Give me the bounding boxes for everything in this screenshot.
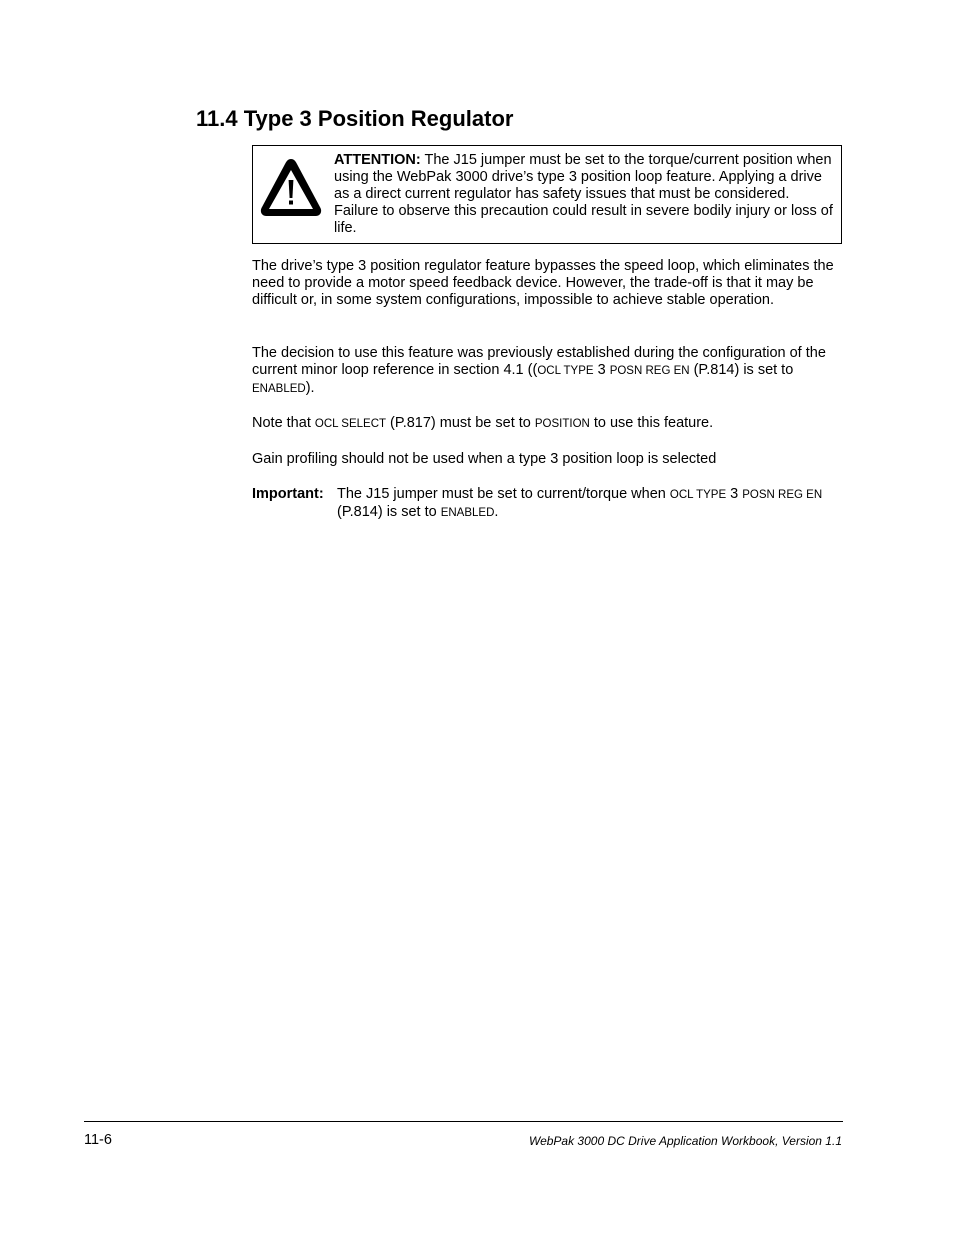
footer-document-title: WebPak 3000 DC Drive Application Workbook, Version 1.1 [528, 1134, 842, 1148]
paragraph-gain-profiling: Gain profiling should not be used when a type 3 position loop is selected [252, 451, 717, 467]
text-run: 3 [593, 362, 610, 378]
attention-label: ATTENTION: [334, 152, 421, 168]
parameter-name: OCL SELECT [314, 418, 387, 430]
parameter-value: ENABLED [252, 383, 306, 395]
parameter-value: POSITION [534, 418, 590, 430]
paragraph-configuration [252, 345, 844, 398]
text-run: The decision to use this feature was previously established during the configuration of the current minor loop reference in section 4.1 (( [252, 345, 826, 378]
text-run: ). [305, 380, 315, 396]
attention-box [252, 145, 842, 244]
paragraph-bypass-speed-loop: The drive’s type 3 position regulator feature bypasses the speed loop, which eliminates the need to provide a motor speed feedback device. However, the trade-off is that it may be difficult or, in some system configurations, impossible to achieve stable operation. [252, 258, 834, 308]
text-run: (P.814) is set to [689, 362, 794, 378]
text-run: The J15 jumper must be set to current/torque when [337, 486, 670, 502]
text-run: . [494, 504, 499, 520]
attention-message: The J15 jumper must be set to the torque/current position when using the WebPak 3000 drive’s type 3 position loop feature. Applying a drive as a direct current regulator has safety issues that must be considered. Failure to observe this precaution could result in severe bodily injury or loss of life. [334, 152, 833, 236]
parameter-value: ENABLED [440, 507, 495, 519]
parameter-name: POSN REG EN [742, 489, 823, 501]
text-run: (P.814) is set to [337, 504, 441, 520]
page-number: 11-6 [84, 1132, 112, 1148]
attention-text [334, 152, 834, 237]
important-label: Important: [252, 486, 324, 502]
text-run: 3 [726, 486, 743, 502]
parameter-name: POSN REG EN [609, 365, 690, 377]
text-run: to use this feature. [589, 415, 714, 431]
important-text [337, 486, 842, 522]
parameter-name: OCL TYPE [669, 489, 727, 501]
important-note [252, 486, 844, 522]
footer-divider [84, 1121, 843, 1122]
text-run: (P.817) must be set to [386, 415, 535, 431]
parameter-name: OCL TYPE [537, 365, 594, 377]
section-heading: 11.4 Type 3 Position Regulator [196, 106, 514, 131]
text-run: Note that [252, 415, 315, 431]
warning-triangle-icon [258, 155, 324, 221]
paragraph-ocl-select [252, 415, 844, 433]
